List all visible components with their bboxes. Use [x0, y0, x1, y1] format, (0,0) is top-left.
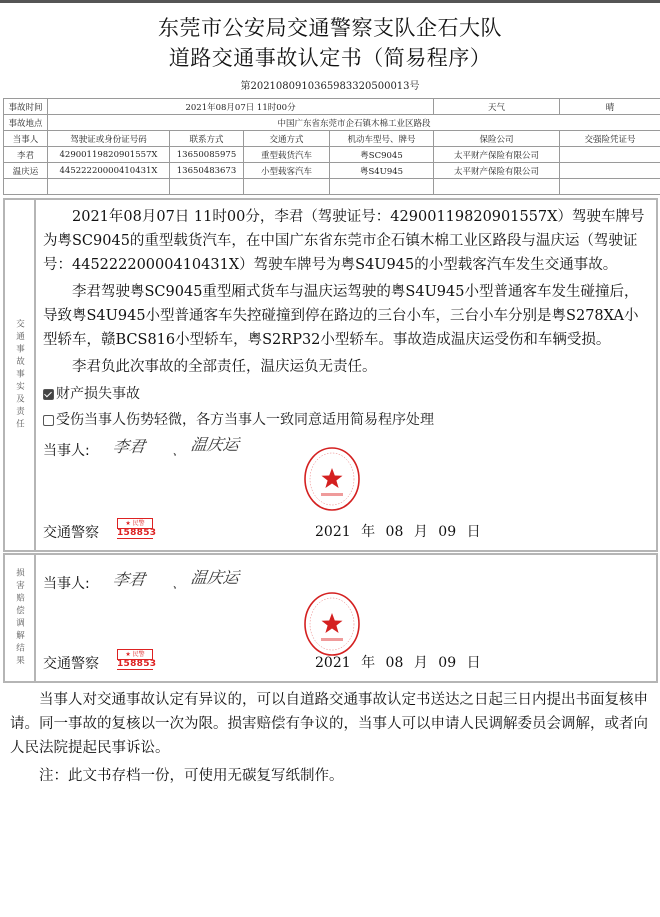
vehicle-type: 重型载货汽车 [244, 147, 330, 163]
plate-number: 粤S4U945 [330, 163, 434, 179]
column-header: 驾驶证或身份证号码 [48, 131, 170, 147]
insurance-certificate [560, 147, 660, 163]
phone-number: 13650483673 [170, 163, 244, 179]
table-row-time [4, 99, 660, 115]
accident-time-label: 事故时间 [4, 99, 48, 115]
empty-cell [330, 179, 434, 195]
compensation-section [3, 553, 658, 683]
column-header: 当事人 [4, 131, 48, 147]
badge-number: 158853 [117, 528, 157, 538]
table-row [4, 163, 660, 179]
column-header: 交强险凭证号 [560, 131, 660, 147]
empty-cell [434, 179, 560, 195]
property-loss-label: 财产损失事故 [56, 386, 140, 402]
column-header: 机动车型号、牌号 [330, 131, 434, 147]
facts-paragraph-2: 李君驾驶粤SC9045重型厢式货车与温庆运驾驶的粤S4U945小型普通客车发生碰撞后，导致粤S4U945小型普通客车失控碰撞到停在路边的三台小车，三台小车分别是粤S278XA小型轿车，赣BCS816小型轿车，粤S2RP32小型轿车。事故造成温庆运受伤和车辆受损。 [43, 284, 639, 348]
phone-number: 13650085975 [170, 147, 244, 163]
signature-wen-qingyun: 温庆运 [189, 568, 241, 587]
accident-info-table [3, 98, 660, 195]
column-header: 联系方式 [170, 131, 244, 147]
compensation-side-label [5, 555, 36, 681]
parties-label: 当事人: [43, 443, 90, 459]
vehicle-type: 小型载客汽车 [244, 163, 330, 179]
facts-section [3, 198, 658, 552]
compensation-side-label-text: 损害赔偿调解结果 [14, 568, 25, 668]
facts-side-label [5, 200, 36, 550]
facts-side-label-text: 交通事故事实及责任 [14, 318, 25, 432]
checkbox-unchecked-icon[interactable] [43, 415, 54, 426]
document-number: 第2021080910365983320500013号 [240, 81, 420, 92]
date-day: 09 [438, 524, 457, 540]
insurance-certificate [560, 163, 660, 179]
empty-cell [48, 179, 170, 195]
agency-title: 东莞市公安局交通警察支队企石大队 [158, 16, 502, 40]
official-seal-icon [303, 446, 361, 512]
document-title: 道路交通事故认定书（简易程序） [168, 46, 492, 70]
official-seal-icon [303, 591, 361, 657]
date-year-unit: 年 [361, 655, 376, 671]
date-year: 2021 [315, 524, 351, 540]
table-header-row [4, 131, 660, 147]
minor-injury-checkbox[interactable] [43, 409, 648, 431]
empty-cell [170, 179, 244, 195]
insurance-company: 太平财产保险有限公司 [434, 163, 560, 179]
police-label: 交通警察 [43, 525, 99, 541]
column-header: 交通方式 [244, 131, 330, 147]
minor-injury-label: 受伤当事人伤势轻微，各方当事人一致同意适用简易程序处理 [56, 412, 434, 428]
property-loss-checkbox[interactable] [43, 383, 648, 405]
appeal-notice: 当事人对交通事故认定有异议的，可以自道路交通事故认定书送达之日起三日内提出书面复核申请。同一事故的复核以一次为限。损害赔偿有争议的，当事人可以申请人民调解委员会调解，或者向人民法院提起民事诉讼。 [10, 692, 648, 756]
compensation-date [315, 652, 481, 672]
parties-label: 当事人: [43, 576, 90, 592]
weather-value: 晴 [560, 99, 660, 115]
date-month: 08 [385, 524, 404, 540]
date-day: 09 [438, 655, 457, 671]
license-number: 42900119820901557X [48, 147, 170, 163]
accident-place-value: 中国广东省东莞市企石镇木棉工业区路段 [48, 115, 660, 131]
table-row-empty [4, 179, 660, 195]
responsibility-paragraph: 李君负此次事故的全部责任，温庆运负无责任。 [72, 359, 377, 375]
party-name: 李君 [4, 147, 48, 163]
signature-separator: 、 [171, 577, 186, 591]
facts-paragraph-1: 2021年08月07日 11时00分，李君（驾驶证号：42900119820901557X）驾驶车牌号为粤SC9045的重型载货汽车，在中国广东省东莞市企石镇木棉工业区路段与温庆运（驾驶证号：44522220000410431X）驾驶车牌号为粤S4U945的小型载客汽车发生交通事故。 [43, 209, 645, 273]
insurance-company: 太平财产保险有限公司 [434, 147, 560, 163]
police-badge-stamp [117, 649, 157, 669]
date-year: 2021 [315, 655, 351, 671]
party-name: 温庆运 [4, 163, 48, 179]
date-day-unit: 日 [466, 655, 481, 671]
signature-li-jun: 李君 [111, 570, 147, 589]
date-day-unit: 日 [466, 524, 481, 540]
date-month: 08 [385, 655, 404, 671]
date-month-unit: 月 [413, 655, 428, 671]
empty-cell [244, 179, 330, 195]
table-row [4, 147, 660, 163]
table-row-place [4, 115, 660, 131]
date-month-unit: 月 [413, 524, 428, 540]
checkbox-checked-icon[interactable] [43, 389, 54, 400]
top-border [0, 0, 660, 3]
police-label: 交通警察 [43, 656, 99, 672]
accident-time-value: 2021年08月07日 11时00分 [48, 99, 434, 115]
badge-number: 158853 [117, 659, 157, 669]
date-year-unit: 年 [361, 524, 376, 540]
accident-place-label: 事故地点 [4, 115, 48, 131]
badge-title: ★ 民警 [117, 518, 153, 529]
signature-wen-qingyun: 温庆运 [189, 435, 241, 454]
empty-cell [560, 179, 660, 195]
plate-number: 粤SC9045 [330, 147, 434, 163]
signature-separator: 、 [171, 444, 186, 458]
empty-cell [4, 179, 48, 195]
weather-label: 天气 [434, 99, 560, 115]
archive-note: 注：此文书存档一份，可使用无碳复写纸制作。 [39, 768, 344, 784]
signature-li-jun: 李君 [111, 437, 147, 456]
column-header: 保险公司 [434, 131, 560, 147]
license-number: 44522220000410431X [48, 163, 170, 179]
facts-content [43, 200, 648, 431]
footer-notice [10, 688, 650, 788]
police-badge-stamp [117, 518, 157, 538]
badge-title: ★ 民警 [117, 649, 153, 660]
facts-date [315, 521, 481, 541]
